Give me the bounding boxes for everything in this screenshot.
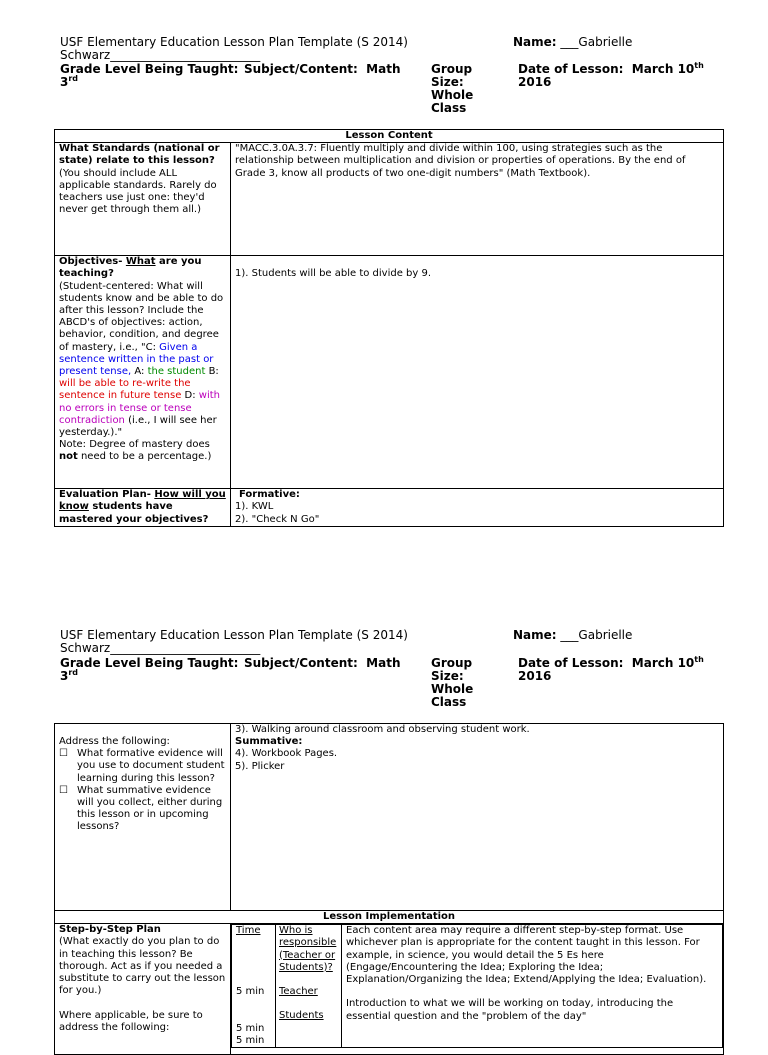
name-field-2: Name: ___Gabrielle [513, 628, 633, 642]
grade-level-2: Grade Level Being Taught: 3rd [60, 656, 239, 683]
evaluation-question: Evaluation Plan- How will you know students have mastered your objectives? [55, 489, 231, 527]
step-inner-grid [231, 924, 723, 1048]
time-column: Time 5 min 5 min 5 min [232, 925, 276, 1048]
template-title: USF Elementary Education Lesson Plan Template (S 2014) [60, 35, 408, 49]
lesson-content-table [54, 129, 724, 527]
group-size: Group Size: Whole Class [431, 62, 474, 115]
evaluation-answer: Formative: 1). KWL 2). "Check N Go" [231, 489, 724, 527]
standards-answer: "MACC.3.0A.3.7: Fluently multiply and divide within 100, using strategies such as the relationship between multiplication and division or properties of operations. By the end of Grade 3, know all products of two one-digit numbers" (Math Textbook). [231, 143, 724, 256]
lesson-plan-table-2 [54, 723, 724, 1055]
objectives-answer: 1). Students will be able to divide by 9. [231, 256, 724, 489]
objectives-question: Objectives- What are you teaching? (Student-centered: What will students know and be able to do after this lesson? Include the ABCD's of objectives: action, behavior, condition, and degree of mastery, i.e., "C: Given a sentence written in the past or present tense, A: the student B: will be able to re-write the sentence in future tense D: with no errors in tense or tense contradiction (i.e., I will see her yesterday.)." Note: Degree of mastery does not need to be a percentage.) [55, 256, 231, 489]
surname-line: Schwarz_________________________ [60, 48, 261, 62]
evaluation-guidance: Address the following: ☐ What formative evidence will you use to document student learning during this lesson? ☐ What summative evidence will you collect, either during this lesson or in upcoming lessons? [55, 724, 231, 911]
subject-content-2: Subject/Content: Math [244, 656, 401, 670]
name-field: Name: ___Gabrielle [513, 35, 633, 49]
lesson-implementation-heading: Lesson Implementation [55, 911, 724, 924]
group-size-2: Group Size: Whole Class [431, 656, 474, 709]
subject-content: Subject/Content: Math [244, 62, 401, 76]
surname-line-2: Schwarz_________________________ [60, 641, 261, 655]
step-by-step-description: Step-by-Step Plan (What exactly do you plan to do in teaching this lesson? Be thorough. Act as if you needed a substitute to carry out the lesson for you.) Where applicable, be sure to address the following: [55, 924, 231, 1055]
template-title-2: USF Elementary Education Lesson Plan Template (S 2014) [60, 628, 408, 642]
who-column: Who is responsible (Teacher or Students)? Teacher Students [276, 925, 342, 1048]
summative-evidence-bullet: ☐ What summative evidence will you collect, either during this lesson or in upcoming lessons? [59, 785, 226, 834]
lesson-date: Date of Lesson: March 10th 2016 [518, 61, 704, 89]
evaluation-answer-cont: 3). Walking around classroom and observing student work. Summative: 4). Workbook Pages. 5). Plicker [231, 724, 724, 911]
step-by-step-plan [231, 924, 724, 1055]
lesson-content-heading: Lesson Content [55, 130, 724, 143]
grade-level: Grade Level Being Taught: 3rd [60, 62, 239, 89]
content-column: Each content area may require a different step-by-step format. Use whichever plan is appropriate for the content taught in this lesson. For example, in science, you would detail the 5 Es here (Engage/Encountering the Idea; Exploring the Idea; Explanation/Organizing the Idea; Extend/Applying the Idea; Evaluation). Introduction to what we will be working on today, introducing the essential question and the "problem of the day" [342, 925, 723, 1048]
standards-question: What Standards (national or state) relate to this lesson? (You should include ALL applicable standards. Rarely do teachers use just one: they'd never get through them all.) [55, 143, 231, 256]
lesson-date-2: Date of Lesson: March 10th 2016 [518, 655, 704, 683]
formative-evidence-bullet: ☐ What formative evidence will you use to document student learning during this lesson? [59, 748, 226, 785]
